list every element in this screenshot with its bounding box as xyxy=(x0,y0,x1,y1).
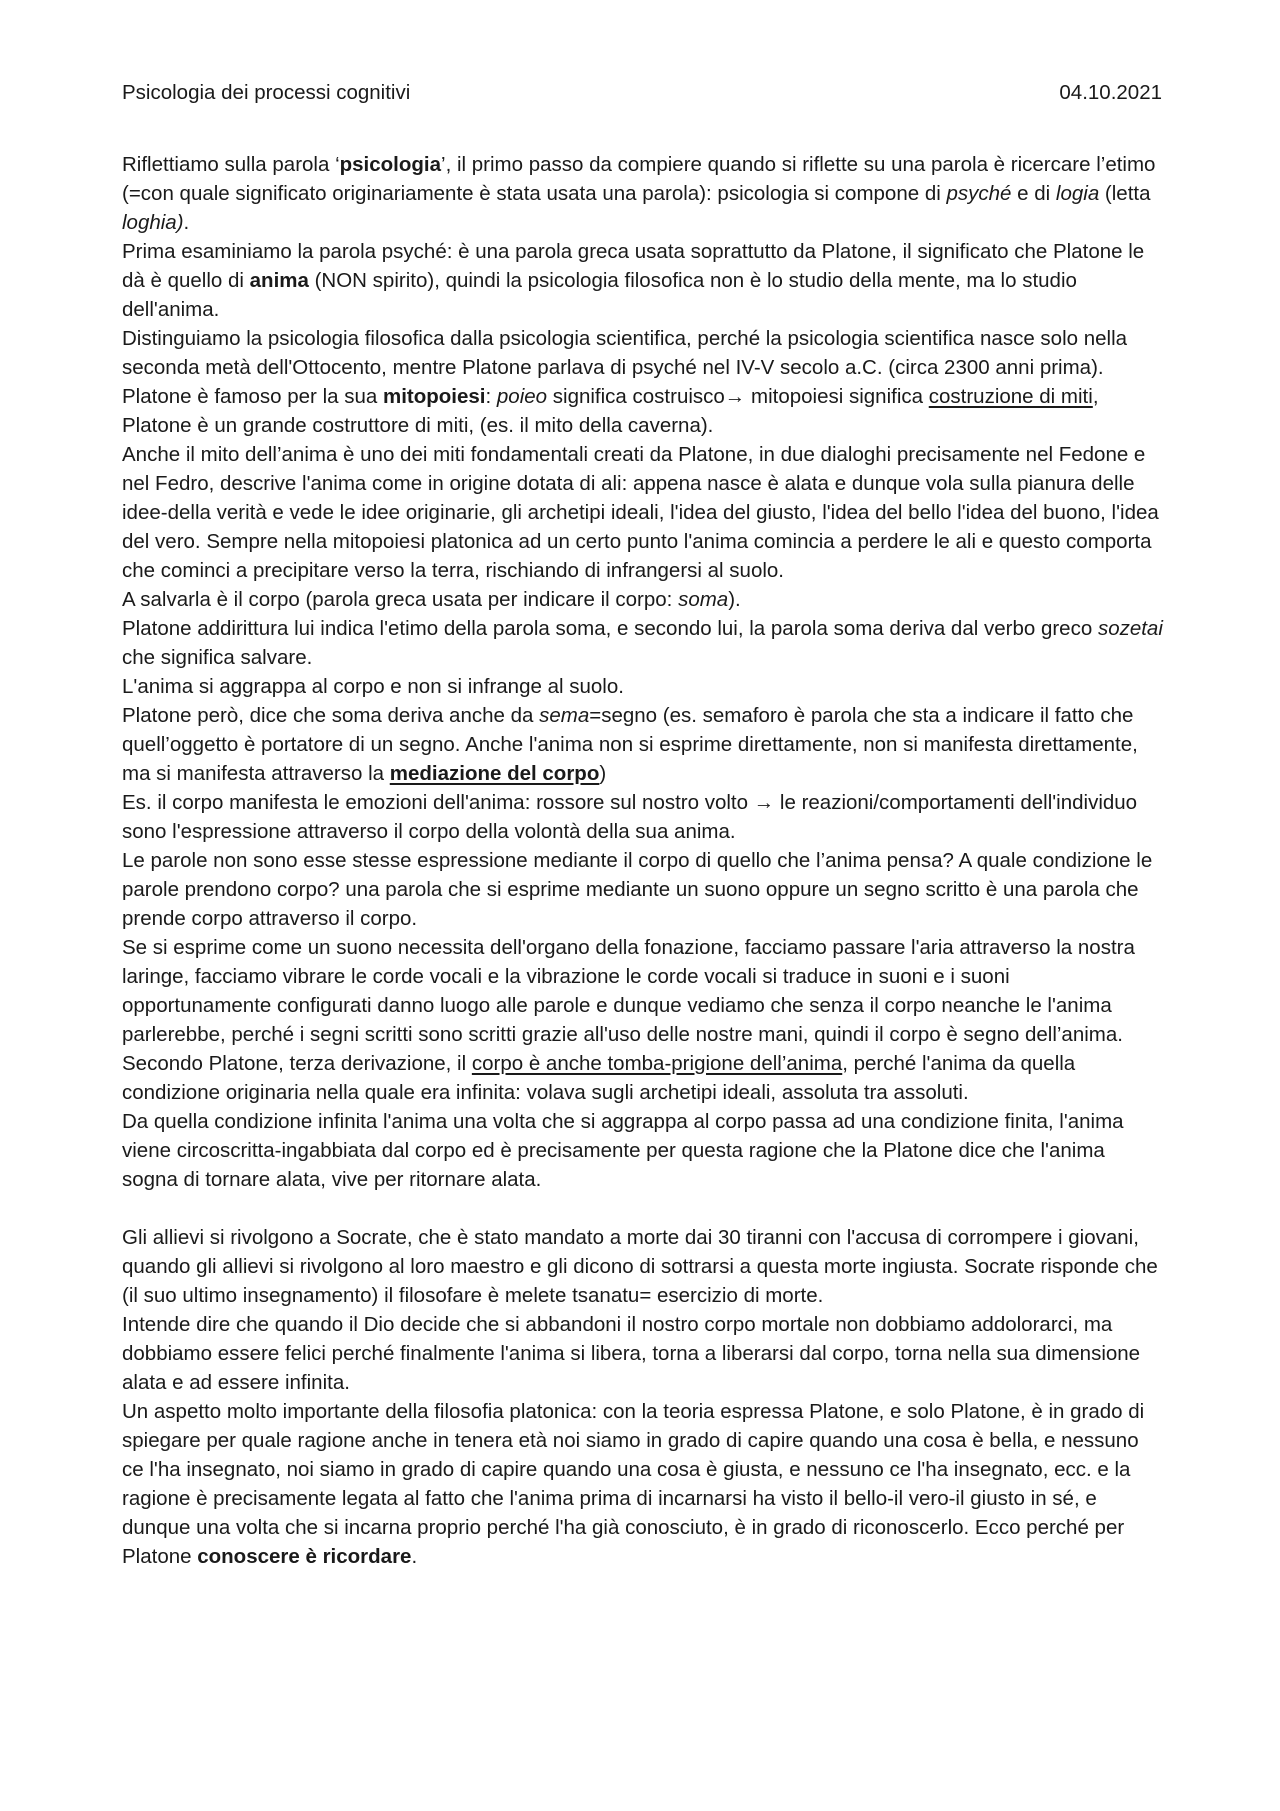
paragraph: Prima esaminiamo la parola psyché: è una parola greca usata soprattutto da Platone, il significato che Platone le dà è quello di anima (NON spirito), quindi la psicologia filosofica non è lo studio della mente, ma lo studio dell'anima. xyxy=(122,240,1145,321)
bold-term: conoscere è ricordare xyxy=(197,1545,412,1568)
paragraph: Le parole non sono esse stesse espressione mediante il corpo di quello che l’anima pensa? A quale condizione le parole prendono corpo? una parola che si esprime mediante un suono oppure un segno scritto è una parola che prende corpo attraverso il corpo. xyxy=(122,849,1153,930)
document-body xyxy=(122,150,1164,1571)
bold-term: anima xyxy=(249,269,309,292)
paragraph: Distinguiamo la psicologia filosofica dalla psicologia scientifica, perché la psicologia scientifica nasce solo nella seconda metà dell'Ottocento, mentre Platone parlava di psyché nel IV-V secolo a.C. (circa 2300 anni prima). xyxy=(122,327,1128,379)
italic-term: psyché xyxy=(946,182,1012,205)
paragraph: Da quella condizione infinita l'anima una volta che si aggrappa al corpo passa ad una condizione finita, l'anima viene circoscritta-ingabbiata dal corpo ed è precisamente per questa ragione che la Platone dice che l'anima sogna di tornare alata, vive per ritornare alata. xyxy=(122,1110,1124,1191)
bold-term: mitopoiesi xyxy=(382,385,486,408)
underlined-phrase: costruzione di miti xyxy=(928,385,1093,408)
paragraph: Platone però, dice che soma deriva anche da sema=segno (es. semaforo è parola che sta a indicare il fatto che quell’oggetto è portatore di un segno. Anche l'anima non si esprime direttamente, non si manifesta direttamente, ma si manifesta attraverso la mediazione del corpo) xyxy=(122,704,1138,785)
paragraph: Un aspetto molto importante della filosofia platonica: con la teoria espressa Platone, e solo Platone, è in grado di spiegare per quale ragione anche in tenera età noi siamo in grado di capire quando una cosa è bella, e nessuno ce l'ha insegnato, noi siamo in grado di capire quando una cosa è giusta, e nessuno ce l'ha insegnato, ecc. e la ragione è precisamente legata al fatto che l'anima prima di incarnarsi ha visto il bello-il vero-il giusto in sé, e dunque una volta che si incarna proprio perché l'ha già conosciuto, è in grado di riconoscerlo. Ecco perché per Platone conoscere è ricordare. xyxy=(122,1400,1145,1568)
bold-term: psicologia xyxy=(339,153,442,176)
italic-term: sozetai xyxy=(1097,617,1163,640)
paragraph: Es. il corpo manifesta le emozioni dell'anima: rossore sul nostro volto → le reazioni/comportamenti dell'individuo sono l'espressione attraverso il corpo della volontà della sua anima. xyxy=(122,791,1138,843)
italic-term: logia xyxy=(1055,182,1100,205)
page-header xyxy=(122,78,1162,108)
italic-term: soma xyxy=(678,588,729,611)
paragraph: Riflettiamo sulla parola ‘psicologia’, il primo passo da compiere quando si riflette su una parola è ricercare l’etimo (=con quale significato originariamente è stata usata una parola): psicologia si compone di psyché e di logia (letta loghia). xyxy=(122,153,1156,234)
paragraph: Secondo Platone, terza derivazione, il corpo è anche tomba-prigione dell’anima, perché l'anima da quella condizione originaria nella quale era infinita: volava sugli archetipi ideali, assoluta tra assoluti. xyxy=(122,1052,1076,1104)
italic-term: poieo xyxy=(496,385,548,408)
paragraph: Platone è famoso per la sua mitopoiesi: poieo significa costruisco→ mitopoiesi significa costruzione di miti, Platone è un grande costruttore di miti, (es. il mito della caverna). xyxy=(122,385,1099,437)
paragraph: A salvarla è il corpo (parola greca usata per indicare il corpo: soma). xyxy=(122,588,741,611)
paragraph: L'anima si aggrappa al corpo e non si infrange al suolo. xyxy=(122,675,624,698)
bold-underlined-phrase: mediazione del corpo xyxy=(389,762,600,785)
paragraph: Se si esprime come un suono necessita dell'organo della fonazione, facciamo passare l'aria attraverso la nostra laringe, facciamo vibrare le corde vocali e la vibrazione le corde vocali si traduce in suoni e i suoni opportunamente configurati danno luogo alle parole e dunque vediamo che senza il corpo neanche le l'anima parlerebbe, perché i segni scritti sono scritti grazie all'uso delle nostre mani, quindi il corpo è segno dell’anima. xyxy=(122,936,1135,1046)
paragraph: Anche il mito dell’anima è uno dei miti fondamentali creati da Platone, in due dialoghi precisamente nel Fedone e nel Fedro, descrive l'anima come in origine dotata di ali: appena nasce è alata e dunque vola sulla pianura delle idee-della verità e vede le idee originarie, gli archetipi ideali, l'idea del giusto, l'idea del bello l'idea del buono, l'idea del vero. Sempre nella mitopoiesi platonica ad un certo punto l'anima comincia a perdere le ali e questo comporta che cominci a precipitare verso la terra, rischiando di infrangersi al suolo. xyxy=(122,443,1159,582)
underlined-phrase: corpo è anche tomba-prigione dell’anima xyxy=(471,1052,843,1075)
document-title: Psicologia dei processi cognitivi xyxy=(122,81,411,104)
paragraph: Intende dire che quando il Dio decide che si abbandoni il nostro corpo mortale non dobbiamo addolorarci, ma dobbiamo essere felici perché finalmente l'anima si libera, torna a liberarsi dal corpo, torna nella sua dimensione alata e ad essere infinita. xyxy=(122,1313,1141,1394)
paragraph: Platone addirittura lui indica l'etimo della parola soma, e secondo lui, la parola soma deriva dal verbo greco sozetai che significa salvare. xyxy=(122,617,1163,669)
paragraph-gap xyxy=(122,1194,1164,1223)
italic-term: loghia) xyxy=(122,211,184,234)
paragraph: Gli allievi si rivolgono a Socrate, che è stato mandato a morte dai 30 tiranni con l'accusa di corrompere i giovani, quando gli allievi si rivolgono al loro maestro e gli dicono di sottrarsi a questa morte ingiusta. Socrate risponde che (il suo ultimo insegnamento) il filosofare è melete tsanatu= esercizio di morte. xyxy=(122,1226,1158,1307)
document-date: 04.10.2021 xyxy=(1059,81,1162,104)
italic-term: sema xyxy=(539,704,590,727)
